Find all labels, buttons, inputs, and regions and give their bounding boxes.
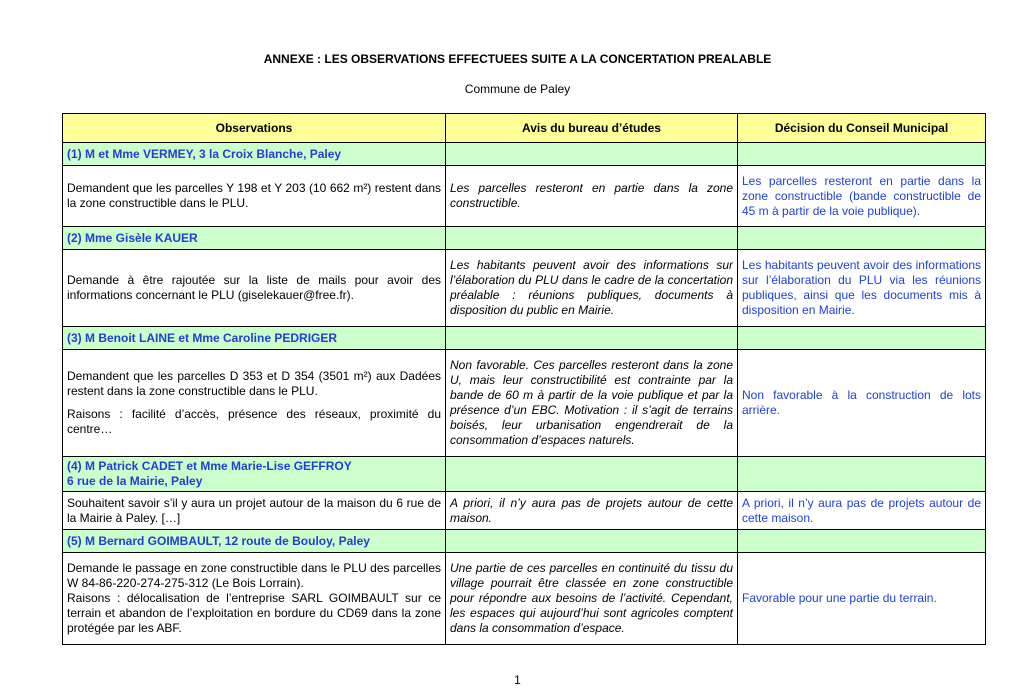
entry-header-empty-cell	[738, 227, 986, 250]
avis-cell: Non favorable. Ces parcelles resteront dans la zone U, mais leur constructibilité est contrainte par la bande de 60 m à partir de la voie publique et par la présence d’un EBC. Motivation : il s’agit de terrains boisés, leur urbanisation engendrerait de la consommation d’espaces naturels.	[446, 350, 738, 457]
entry-header-empty-cell	[446, 227, 738, 250]
entry-header-empty-cell	[738, 327, 986, 350]
decision-cell: Les parcelles resteront en partie dans la zone constructible (bande constructible de 45 m à partir de la voie publique).	[738, 166, 986, 227]
column-header-avis: Avis du bureau d’études	[446, 114, 738, 143]
entry-header: (2) Mme Gisèle KAUER	[63, 227, 446, 250]
entry-header-empty-cell	[446, 530, 738, 553]
table-header-row	[63, 114, 986, 143]
entry-row	[63, 492, 986, 530]
observation-text: Demandent que les parcelles Y 198 et Y 203 (10 662 m²) restent dans la zone constructible dans le PLU.	[67, 181, 441, 210]
entry-header: (1) M et Mme VERMEY, 3 la Croix Blanche, Paley	[63, 143, 446, 166]
observation-text: Souhaitent savoir s’il y aura un projet autour de la maison du 6 rue de la Mairie à Paley. […]	[67, 495, 441, 525]
entry-row	[63, 350, 986, 457]
observation-text: Raisons : délocalisation de l’entreprise SARL GOIMBAULT sur ce terrain et abandon de l’exploitation en bordure du CD69 dans la zone protégée par les ABF.	[67, 591, 441, 635]
observation-text: Demande à être rajoutée sur la liste de mails pour avoir des informations concernant le PLU (giselekauer@free.fr).	[67, 273, 441, 302]
entry-header-empty-cell	[446, 143, 738, 166]
avis-cell: Les parcelles resteront en partie dans la zone constructible.	[446, 166, 738, 227]
decision-cell: Favorable pour une partie du terrain.	[738, 553, 986, 645]
entry-header-line: 6 rue de la Mairie, Paley	[67, 474, 203, 488]
observation-text: Demande le passage en zone constructible dans le PLU des parcelles W 84-86-220-274-275-312 (Le Bois Lorrain).	[67, 561, 441, 590]
avis-cell: Les habitants peuvent avoir des informations sur l’élaboration du PLU dans le cadre de la concertation préalable : réunions publiques, documents à disposition du public en Mairie.	[446, 250, 738, 327]
entry-header-empty-cell	[446, 327, 738, 350]
decision-cell: Les habitants peuvent avoir des informations sur l’élaboration du PLU via les réunions publiques, ainsi que les documents mis à disposition en Mairie.	[738, 250, 986, 327]
document-title: ANNEXE : LES OBSERVATIONS EFFECTUEES SUITE A LA CONCERTATION PREALABLE	[263, 52, 772, 66]
entry-header: (3) M Benoit LAINE et Mme Caroline PEDRIGER	[63, 327, 446, 350]
entry-header-empty-cell	[738, 143, 986, 166]
decision-cell: Non favorable à la construction de lots arrière.	[738, 350, 986, 457]
avis-cell: Une partie de ces parcelles en continuité du tissu du village pourrait être classée en zone constructible pour répondre aux besoins de l’activité. Cependant, les espaces qui aujourd’hui sont agricoles comptent dans la consommation d’espace.	[446, 553, 738, 645]
entry-header-row	[63, 227, 986, 250]
observation-cell	[63, 553, 446, 645]
column-header-observations: Observations	[63, 114, 446, 143]
page-number: 1	[514, 673, 521, 687]
avis-cell: A priori, il n’y aura pas de projets autour de cette maison.	[446, 492, 738, 530]
entry-header-row	[63, 327, 986, 350]
entry-header-empty-cell	[738, 457, 986, 492]
entry-header-row	[63, 143, 986, 166]
observation-cell	[63, 166, 446, 227]
decision-cell: A priori, il n’y aura pas de projets autour de cette maison.	[738, 492, 986, 530]
observations-table	[62, 113, 986, 645]
observation-text: Demandent que les parcelles D 353 et D 354 (3501 m²) aux Dadées restent dans la zone constructible dans le PLU.	[67, 369, 441, 398]
entry-header	[63, 457, 446, 492]
entry-header-line: (4) M Patrick CADET et Mme Marie-Lise GEFFROY	[67, 459, 352, 473]
entry-row	[63, 250, 986, 327]
document-subtitle: Commune de Paley	[464, 82, 571, 96]
observation-text: Raisons : facilité d’accès, présence des réseaux, proximité du centre…	[67, 407, 441, 436]
entry-header-row	[63, 457, 986, 492]
entry-header-empty-cell	[446, 457, 738, 492]
entry-header-empty-cell	[738, 530, 986, 553]
entry-row	[63, 553, 986, 645]
entry-row	[63, 166, 986, 227]
observation-cell	[63, 350, 446, 457]
observation-cell	[63, 492, 446, 530]
observation-cell	[63, 250, 446, 327]
entry-header-row	[63, 530, 986, 553]
column-header-decision: Décision du Conseil Municipal	[738, 114, 986, 143]
entry-header: (5) M Bernard GOIMBAULT, 12 route de Bouloy, Paley	[63, 530, 446, 553]
